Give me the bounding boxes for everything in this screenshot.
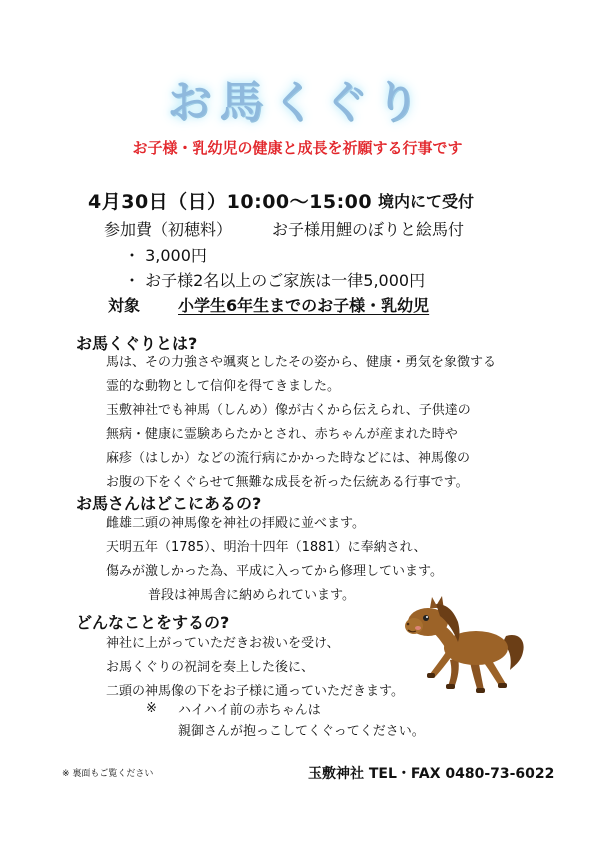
- horse-icon: [402, 592, 530, 702]
- section-heading: どんなことをするの?: [76, 613, 230, 632]
- section-heading: お馬さんはどこにあるの?: [76, 494, 262, 513]
- section-body: [106, 632, 404, 704]
- section-body: [106, 351, 496, 495]
- body-line: 馬は、その力強さや颯爽としたその姿から、健康・勇気を象徴する: [106, 355, 497, 370]
- section-body: [106, 512, 443, 608]
- note-text: 親御さんが抱っこしてくぐってください。: [178, 724, 425, 739]
- fee-item: ・ 3,000円: [124, 246, 207, 265]
- page-subtitle: お子様・乳幼児の健康と成長を祈願する行事です: [132, 139, 463, 157]
- back-page-note: ※ 裏面もご覧ください: [62, 769, 154, 779]
- note-text: ハイハイ前の赤ちゃんは: [178, 703, 321, 718]
- event-datetime: 4月30日（日）10:00～15:00: [88, 191, 373, 213]
- body-line: お腹の下をくぐらせて無難な成長を祈った伝統ある行事です。: [106, 475, 469, 490]
- body-line: 霊的な動物として信仰を得てきました。: [106, 379, 341, 394]
- fee-item: ・ お子様2名以上のご家族は一律5,000円: [124, 271, 426, 290]
- page-title: お馬くぐり: [167, 77, 428, 128]
- note-mark: ※: [146, 701, 157, 716]
- body-line: 無病・健康に霊験あらたかとされ、赤ちゃんが産まれた時や: [106, 427, 458, 442]
- contact-info: 玉敷神社 TEL・FAX 0480-73-6022: [308, 766, 555, 782]
- body-line: 二頭の神馬像の下をお子様に通っていただきます。: [106, 684, 404, 699]
- section-heading: お馬くぐりとは?: [76, 334, 198, 353]
- event-venue: 境内にて受付: [378, 192, 475, 211]
- body-line: 麻疹（はしか）などの流行病にかかった時などには、神馬像の: [106, 451, 471, 466]
- body-line: 雌雄二頭の神馬像を神社の拝殿に並べます。: [106, 516, 365, 531]
- body-line: 玉敷神社でも神馬（しんめ）像が古くから伝えられ、子供達の: [106, 403, 471, 418]
- target-value: 小学生6年生までのお子様・乳幼児: [178, 296, 430, 315]
- fee-label: 参加費（初穂料）: [104, 220, 233, 239]
- body-line: 普段は神馬舎に納められています。: [148, 588, 355, 603]
- body-line: お馬くぐりの祝詞を奏上した後に、: [106, 660, 315, 675]
- body-line: 神社に上がっていただきお祓いを受け、: [106, 636, 340, 651]
- body-line: 天明五年（1785）、明治十四年（1881）に奉納され、: [106, 540, 427, 555]
- fee-note: お子様用鯉のぼりと絵馬付: [272, 220, 465, 239]
- target-label: 対象: [108, 296, 141, 315]
- body-line: 傷みが激しかった為、平成に入ってから修理しています。: [106, 564, 443, 579]
